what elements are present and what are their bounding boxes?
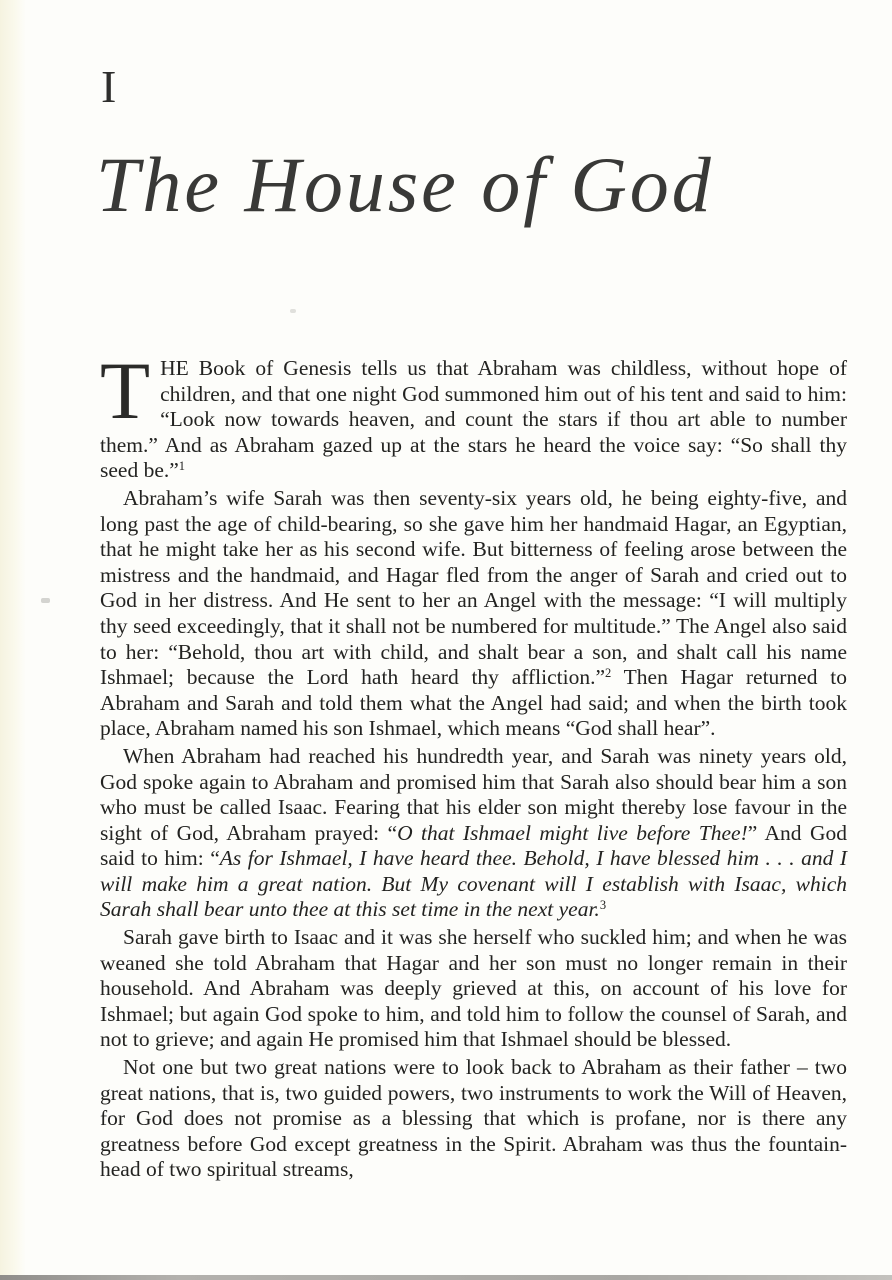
paragraph-3-quote-italic-1: O that Ishmael might live before Thee! xyxy=(397,820,748,845)
paragraph-1-text: HE Book of Genesis tells us that Abraham was childless, without hope of children, and that one night God summoned him out of his tent and said to him: “Look now towards heaven, and count the stars if thou art able to number them.” And as Abraham gazed up at the stars he heard the voice say: “So shall thy seed be.” xyxy=(100,356,847,483)
paragraph-3-text-b: ” And God said to him: “ xyxy=(100,820,847,871)
paragraph-2-text-a: Abraham’s wife Sarah was then seventy-six years old, he being eighty-five, and long past the age of child-bearing, so she gave him her handmaid Hagar, an Egyptian, that he might take her as his second wife. But bitterness of feeling arose between the mistress and the handmaid, and Hagar fled from the anger of Sarah and cried out to God in her distress. And He sent to her an Angel with the message: “I will multiply thy seed exceedingly, that it shall not be numbered for multitude.” The Angel also said to her: “Behold, thou art with child, and shalt bear a son, and shalt call his name Ishmael; because the Lord hath heard thy affliction.” xyxy=(100,485,847,690)
footnote-ref-3: 3 xyxy=(599,898,607,913)
scan-edge-left xyxy=(0,0,26,1280)
paragraph-4 xyxy=(100,925,847,1053)
paper-speck xyxy=(290,309,296,313)
chapter-body xyxy=(100,345,847,1185)
chapter-title: The House of God xyxy=(96,141,714,228)
scan-edge-bottom xyxy=(0,1275,892,1280)
footnote-ref-2: 2 xyxy=(605,666,612,681)
footnote-ref-1: 1 xyxy=(178,459,186,474)
paragraph-5 xyxy=(100,1055,847,1183)
paragraph-2-text-b: Then Hagar returned to Abraham and Sarah and told them what the Angel had said; and when the birth took place, Abraham named his son Ishmael, which means “God shall hear”. xyxy=(100,665,847,741)
paragraph-3-text-a: When Abraham had reached his hundredth year, and Sarah was ninety years old, God spoke again to Abraham and promised him that Sarah also should bear him a son who must be called Isaac. Fearing that his elder son might thereby lose favour in the sight of God, Abraham prayed: “ xyxy=(100,743,847,845)
paragraph-3 xyxy=(100,744,847,923)
chapter-number: I xyxy=(101,61,118,112)
paragraph-2 xyxy=(100,486,847,742)
paragraph-4-text: Sarah gave birth to Isaac and it was she herself who suckled him; and when he was weaned she told Abraham that Hagar and her son must no longer remain in their household. And Abraham was deeply grieved at this, on account of his love for Ishmael; but again God spoke to him, and told him to follow the counsel of Sarah, and not to grieve; and again He promised him that Ishmael should be blessed. xyxy=(100,925,847,1052)
paragraph-1 xyxy=(100,345,847,484)
paragraph-5-text: Not one but two great nations were to look back to Abraham as their father – two great nations, that is, two guided powers, two instruments to work the Will of Heaven, for God does not promise as a blessing that which is profane, nor is there any greatness before God except greatness in the Spirit. Abraham was thus the fountain-head of two spiritual streams, xyxy=(100,1055,847,1182)
margin-speck xyxy=(41,598,50,603)
paragraph-3-quote-italic-2: As for Ishmael, I have heard thee. Behold, I have blessed him . . . and I will make him a great nation. But My covenant will I establish with Isaac, which Sarah shall bear unto thee at this set time in the next year. xyxy=(100,846,847,922)
dropcap-letter: T xyxy=(100,345,151,436)
